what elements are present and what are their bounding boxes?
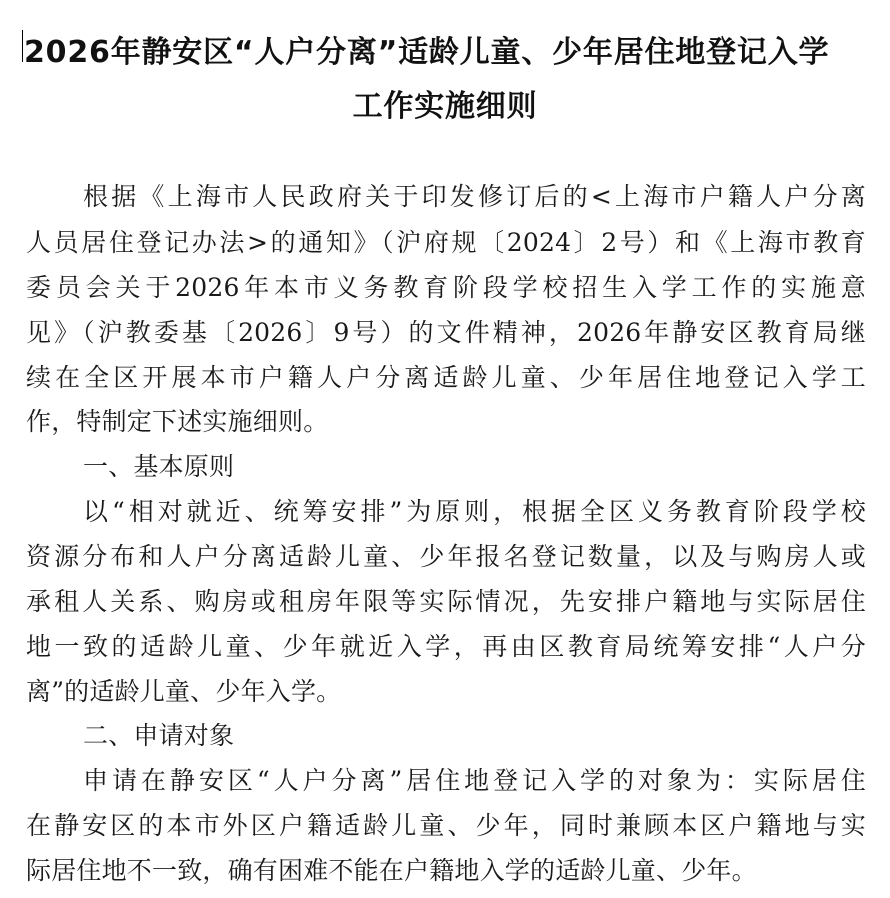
paragraph-line: 承租人关系、购房或租房年限等实际情况，先安排户籍地与实际居住 xyxy=(26,587,866,616)
paragraph-line: 离”的适龄儿童、少年入学。 xyxy=(26,677,342,706)
paragraph-line: 作，特制定下述实施细则。 xyxy=(26,407,329,436)
document-title-line-1: 2026年静安区“人户分离”适龄儿童、少年居住地登记入学 xyxy=(24,35,830,70)
section-heading: 一、基本原则 xyxy=(83,452,235,481)
text-cursor xyxy=(22,30,23,62)
paragraph-line: 见》（沪教委基〔2026〕9号）的文件精神，2026年静安区教育局继 xyxy=(26,318,866,347)
paragraph-line: 资源分布和人户分离适龄儿童、少年报名登记数量，以及与购房人或 xyxy=(26,542,866,571)
paragraph-line: 根据《上海市人民政府关于印发修订后的<上海市户籍人户分离 xyxy=(83,182,866,211)
paragraph-line: 地一致的适龄儿童、少年就近入学，再由区教育局统筹安排“人户分 xyxy=(26,632,866,661)
section-heading: 二、申请对象 xyxy=(83,721,235,750)
paragraph-line: 委员会关于2026年本市义务教育阶段学校招生入学工作的实施意 xyxy=(26,273,866,302)
paragraph-line: 申请在静安区“人户分离”居住地登记入学的对象为：实际居住 xyxy=(83,766,866,795)
document-title-line-2: 工作实施细则 xyxy=(352,89,538,124)
paragraph-line: 在静安区的本市外区户籍适龄儿童、少年，同时兼顾本区户籍地与实 xyxy=(26,811,866,840)
paragraph-line: 际居住地不一致，确有困难不能在户籍地入学的适龄儿童、少年。 xyxy=(26,856,757,885)
paragraph-line: 人员居住登记办法>的通知》（沪府规〔2024〕2号）和《上海市教育 xyxy=(26,228,866,257)
paragraph-line: 续在全区开展本市户籍人户分离适龄儿童、少年居住地登记入学工 xyxy=(26,363,866,392)
paragraph-line: 以“相对就近、统筹安排”为原则，根据全区义务教育阶段学校 xyxy=(83,497,866,526)
